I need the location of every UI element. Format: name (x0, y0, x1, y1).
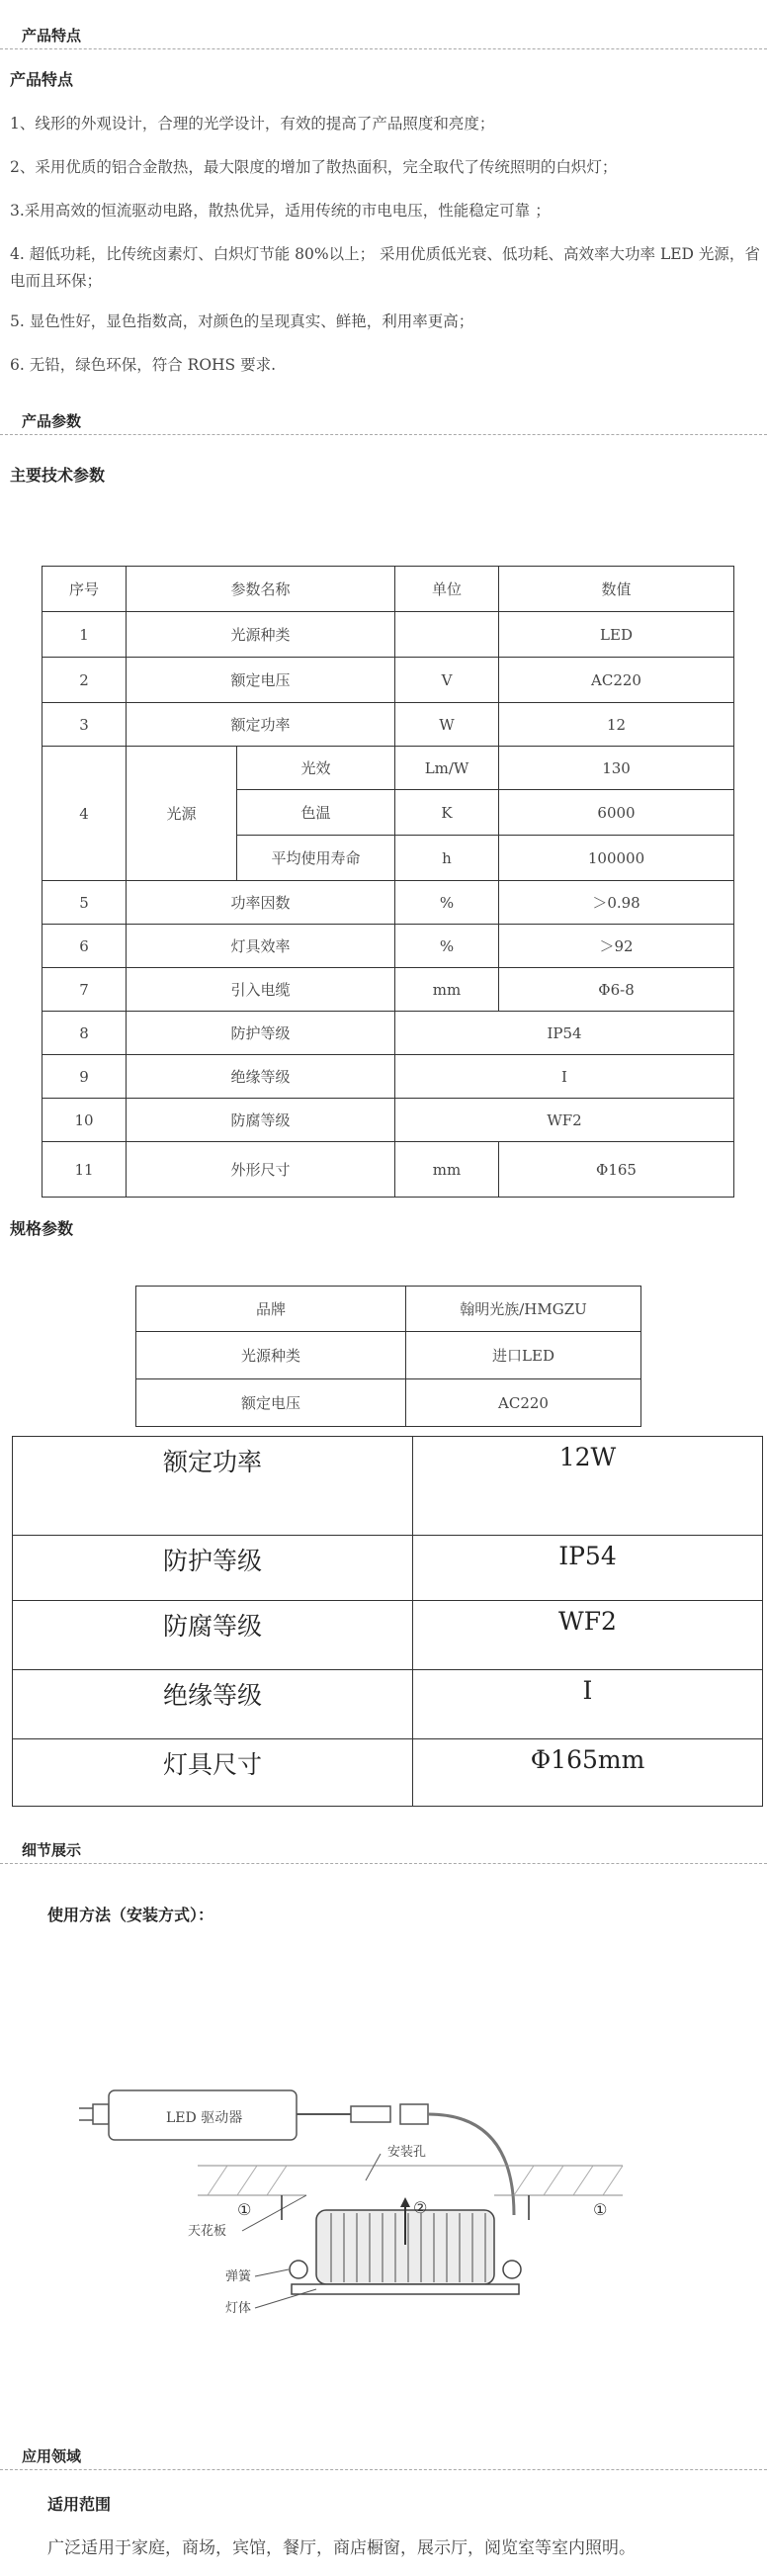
cell-no: 8 (43, 1012, 127, 1055)
cell-unit: h (395, 836, 499, 881)
cell-no: 7 (43, 968, 127, 1012)
table-row (13, 1601, 763, 1670)
cell-value: I (413, 1670, 763, 1739)
hole-pointer (366, 2154, 381, 2180)
header-name: 参数名称 (127, 567, 395, 612)
cell-name: 额定功率 (127, 703, 395, 747)
plug-icon (79, 2104, 109, 2124)
feature-item-1: 1、线形的外观设计，合理的光学设计，有效的提高了产品照度和亮度； (10, 115, 495, 133)
cell-value: AC220 (499, 658, 734, 703)
application-text: 广泛适用于家庭，商场，宾馆，餐厅，商店橱窗，展示厅，阅览室等室内照明。 (47, 2538, 636, 2558)
cell-name: 灯具效率 (127, 925, 395, 968)
installation-diagram (79, 2047, 633, 2344)
step2-label: ② (413, 2198, 428, 2217)
cell-label: 光源种类 (136, 1332, 406, 1379)
cell-value: 6000 (499, 790, 734, 836)
feature-item-2: 2、采用优质的铝合金散热，最大限度的增加了散热面积，完全取代了传统照明的白炽灯； (10, 158, 618, 176)
cell-value: ＞0.98 (499, 881, 734, 925)
table-row (43, 747, 734, 790)
cell-value: 进口LED (406, 1332, 641, 1379)
spring-left (290, 2261, 307, 2278)
section-header-params (0, 405, 767, 435)
cell-value: Φ165mm (413, 1739, 763, 1807)
cell-value: WF2 (395, 1099, 734, 1142)
cell-value: ＞92 (499, 925, 734, 968)
body-pointer (255, 2289, 316, 2308)
connector-a (351, 2106, 390, 2122)
cell-label: 绝缘等级 (13, 1670, 413, 1739)
ceiling-label: 天花板 (188, 2224, 227, 2239)
cell-unit: mm (395, 1142, 499, 1198)
cell-name: 防护等级 (127, 1012, 395, 1055)
table-row (43, 1012, 734, 1055)
cell-value: LED (499, 612, 734, 658)
cell-value: AC220 (406, 1379, 641, 1427)
table-row (43, 658, 734, 703)
step1-left-label: ① (237, 2200, 252, 2219)
table-header-row (43, 567, 734, 612)
cell-label: 品牌 (136, 1287, 406, 1332)
cell-label: 灯具尺寸 (13, 1739, 413, 1807)
cell-value: 翰明光族/HMGZU (406, 1287, 641, 1332)
table-row (13, 1536, 763, 1601)
cell-value: Φ6-8 (499, 968, 734, 1012)
cell-sub-name: 平均使用寿命 (237, 836, 395, 881)
cell-sub-name: 色温 (237, 790, 395, 836)
table-row (13, 1670, 763, 1739)
feature-item-4: 4. 超低功耗，比传统卤素灯、白炽灯节能 80%以上； 采用优质低光衰、低功耗、高效率大功率 LED 光源，省电而且环保； (10, 245, 760, 290)
cell-no: 4 (43, 747, 127, 881)
table-row (43, 1055, 734, 1099)
ceiling-pointer (242, 2195, 306, 2231)
cell-no: 2 (43, 658, 127, 703)
cell-label: 额定电压 (136, 1379, 406, 1427)
cell-unit: mm (395, 968, 499, 1012)
cell-label: 防护等级 (13, 1536, 413, 1601)
cell-unit: V (395, 658, 499, 703)
spec-subtitle: 规格参数 (10, 1219, 74, 1238)
connector-b (400, 2104, 428, 2124)
table-row (43, 881, 734, 925)
cell-value: 130 (499, 747, 734, 790)
cell-no: 11 (43, 1142, 127, 1198)
spring-label: 弹簧 (225, 2269, 252, 2284)
body-label: 灯体 (225, 2301, 252, 2316)
cell-no: 6 (43, 925, 127, 968)
cell-name: 绝缘等级 (127, 1055, 395, 1099)
table-row (136, 1379, 641, 1427)
step1-right-label: ① (593, 2200, 608, 2219)
cell-unit: % (395, 881, 499, 925)
section-header-features (0, 20, 767, 49)
table-row (43, 612, 734, 658)
section-title: 产品参数 (22, 412, 82, 430)
table-row (43, 703, 734, 747)
table-row (136, 1332, 641, 1379)
table-row (43, 968, 734, 1012)
table-row (43, 1099, 734, 1142)
cell-value: 12W (413, 1437, 763, 1536)
cell-group-label: 光源 (127, 747, 237, 881)
driver-label: LED 驱动器 (166, 2110, 243, 2126)
cell-value: I (395, 1055, 734, 1099)
cell-no: 3 (43, 703, 127, 747)
table-row (13, 1437, 763, 1536)
header-unit: 单位 (395, 567, 499, 612)
features-subtitle: 产品特点 (10, 70, 74, 89)
cell-name: 防腐等级 (127, 1099, 395, 1142)
cell-label: 防腐等级 (13, 1601, 413, 1670)
cell-unit: K (395, 790, 499, 836)
cell-unit (395, 612, 499, 658)
application-subtitle: 适用范围 (47, 2495, 112, 2514)
spec-large-table (12, 1436, 763, 1807)
section-header-details (0, 1834, 767, 1864)
params-subtitle: 主要技术参数 (10, 466, 106, 485)
section-header-application (0, 2441, 767, 2470)
hole-label: 安装孔 (387, 2145, 427, 2160)
feature-item-6: 6. 无铅，绿色环保，符合 ROHS 要求. (10, 356, 277, 374)
cell-value: Φ165 (499, 1142, 734, 1198)
section-title: 应用领域 (22, 2447, 82, 2465)
cell-name: 外形尺寸 (127, 1142, 395, 1198)
cell-name: 功率因数 (127, 881, 395, 925)
arrow-up-head-icon (400, 2197, 410, 2207)
cell-name: 引入电缆 (127, 968, 395, 1012)
spring-right (503, 2261, 521, 2278)
lamp-bezel (292, 2284, 519, 2294)
cell-value: 100000 (499, 836, 734, 881)
cell-name: 额定电压 (127, 658, 395, 703)
cell-value: IP54 (413, 1536, 763, 1601)
cell-value: 12 (499, 703, 734, 747)
tech-params-table (42, 566, 734, 1198)
cell-no: 10 (43, 1099, 127, 1142)
spec-small-table (135, 1286, 641, 1427)
cell-unit: W (395, 703, 499, 747)
ceiling-hatch (208, 2166, 623, 2195)
usage-title: 使用方法（安装方式）： (47, 1906, 214, 1924)
cell-no: 9 (43, 1055, 127, 1099)
section-title: 产品特点 (22, 27, 82, 44)
header-no: 序号 (43, 567, 127, 612)
feature-item-5: 5. 显色性好，显色指数高，对颜色的呈现真实、鲜艳，利用率更高； (10, 312, 474, 330)
cell-label: 额定功率 (13, 1437, 413, 1536)
cell-no: 5 (43, 881, 127, 925)
table-row (43, 1142, 734, 1198)
table-row (136, 1287, 641, 1332)
cell-sub-name: 光效 (237, 747, 395, 790)
spring-pointer (255, 2269, 289, 2276)
cell-value: IP54 (395, 1012, 734, 1055)
section-title: 细节展示 (22, 1841, 82, 1859)
header-value: 数值 (499, 567, 734, 612)
cell-unit: Lm/W (395, 747, 499, 790)
cell-value: WF2 (413, 1601, 763, 1670)
feature-item-3: 3.采用高效的恒流驱动电路，散热优异，适用传统的市电电压，性能稳定可靠 ； (10, 202, 551, 220)
cable (428, 2114, 514, 2215)
table-row (13, 1739, 763, 1807)
table-row (43, 925, 734, 968)
cell-no: 1 (43, 612, 127, 658)
cell-name: 光源种类 (127, 612, 395, 658)
cell-unit: % (395, 925, 499, 968)
